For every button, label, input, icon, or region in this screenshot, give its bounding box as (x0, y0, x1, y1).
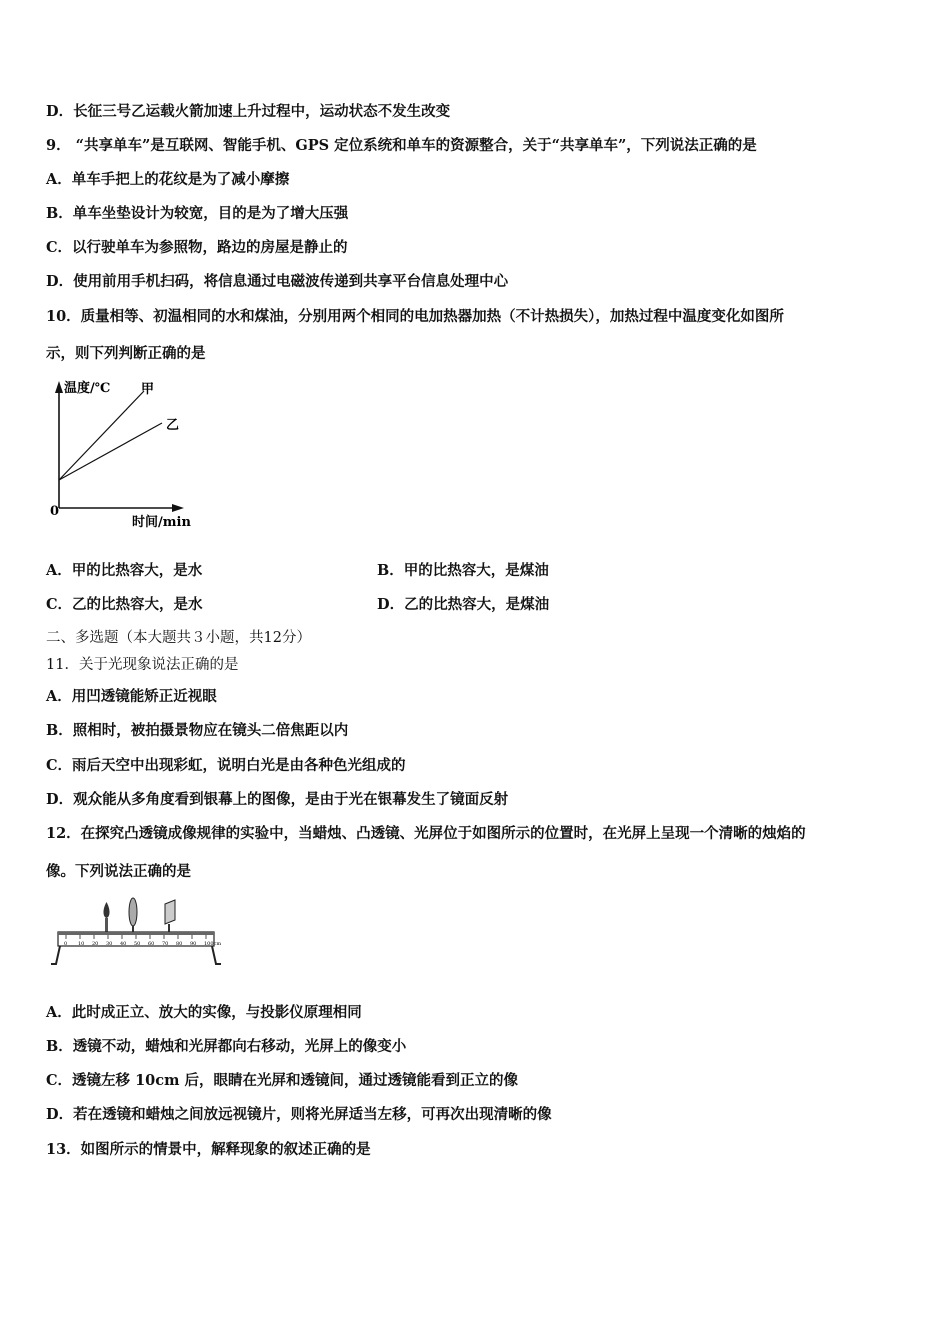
bench-tick-label: 60 (148, 941, 155, 947)
convex-lens-icon (129, 898, 137, 932)
bench-tick-label: 50 (134, 941, 141, 947)
q12-option-c: C．透镜左移 10cm 后，眼睛在光屏和透镜间，通过透镜能看到正立的像 (46, 1072, 518, 1089)
label-jia: 甲 (141, 382, 155, 397)
q10-stem-line2: 示，则下列判断正确的是 (46, 345, 206, 362)
q10-stem-line1: 10．质量相等、初温相同的水和煤油，分别用两个相同的电加热器加热（不计热损失），加热过程中温度变化如图所 (46, 308, 784, 325)
q9-option-c: C．以行驶单车为参照物，路边的房屋是静止的 (46, 239, 348, 256)
candle-icon (103, 902, 109, 932)
x-axis-label: 时间/min (132, 515, 191, 530)
bench-tick-label: 70 (162, 941, 169, 947)
q10-option-b: B．甲的比热容大，是煤油 (377, 562, 549, 579)
bench-tick-label: 90 (190, 941, 197, 947)
q11-option-c: C．雨后天空中出现彩虹，说明白光是由各种色光组成的 (46, 757, 406, 774)
bench-tick-label: 10 (78, 941, 85, 947)
bench-tick-label: 30 (106, 941, 113, 947)
bench-tick-label: 80 (176, 941, 183, 947)
q11-option-a: A．用凹透镜能矫正近视眼 (46, 688, 217, 705)
temperature-time-graph (44, 375, 214, 535)
q9-option-a: A．单车手把上的花纹是为了减小摩擦 (46, 171, 290, 188)
screen-icon (165, 900, 175, 932)
q9-option-d: D．使用前用手机扫码，将信息通过电磁波传递到共享平台信息处理中心 (46, 273, 509, 290)
section-heading: 二、多选题（本大题共３小题，共12分） (46, 630, 311, 646)
q11-option-d: D．观众能从多角度看到银幕上的图像，是由于光在银幕发生了镜面反射 (46, 791, 509, 808)
y-axis-arrow (55, 381, 63, 393)
q10-option-c: C．乙的比热容大，是水 (46, 596, 203, 613)
q12-option-a: A．此时成正立、放大的实像，与投影仪原理相同 (46, 1004, 362, 1021)
origin-label: 0 (50, 504, 60, 519)
q13-stem: 13．如图所示的情景中，解释现象的叙述正确的是 (46, 1141, 371, 1158)
q12-option-b: B．透镜不动，蜡烛和光屏都向右移动，光屏上的像变小 (46, 1038, 407, 1055)
q10-option-a: A．甲的比热容大，是水 (46, 562, 203, 579)
q12-stem-line1: 12．在探究凸透镜成像规律的实验中，当蜡烛、凸透镜、光屏位于如图所示的位置时，在光屏上呈现一个清晰的烛焰的 (46, 825, 806, 842)
bench-tick-label: 40 (120, 941, 127, 947)
q8-option-d: D．长征三号乙运载火箭加速上升过程中，运动状态不发生改变 (46, 103, 451, 120)
bench-tick-label: 0 (64, 941, 68, 947)
q10-option-d: D．乙的比热容大，是煤油 (377, 596, 550, 613)
q12-option-d: D．若在透镜和蜡烛之间放远视镜片，则将光屏适当左移，可再次出现清晰的像 (46, 1106, 552, 1123)
line-jia (59, 391, 144, 480)
line-yi (59, 423, 162, 480)
q9-option-b: B．单车坐垫设计为较宽，目的是为了增大压强 (46, 205, 349, 222)
bench-tick-label: 100cm (204, 941, 222, 947)
bench-leg-right (212, 946, 221, 964)
x-axis-arrow (172, 504, 184, 512)
y-axis-label: 温度/℃ (64, 381, 111, 396)
q11-option-b: B．照相时，被拍摄景物应在镜头二倍焦距以内 (46, 722, 349, 739)
optical-bench-figure (44, 890, 224, 970)
label-yi: 乙 (166, 418, 180, 433)
q11-stem: 11．关于光现象说法正确的是 (46, 657, 239, 673)
q9-stem: 9． “共享单车”是互联网、智能手机、GPS 定位系统和单车的资源整合，关于“共享单车”，下列说法正确的是 (46, 137, 757, 154)
bench-leg-left (51, 946, 60, 964)
bench-tick-label: 20 (92, 941, 99, 947)
q12-stem-line2: 像。下列说法正确的是 (46, 863, 191, 880)
